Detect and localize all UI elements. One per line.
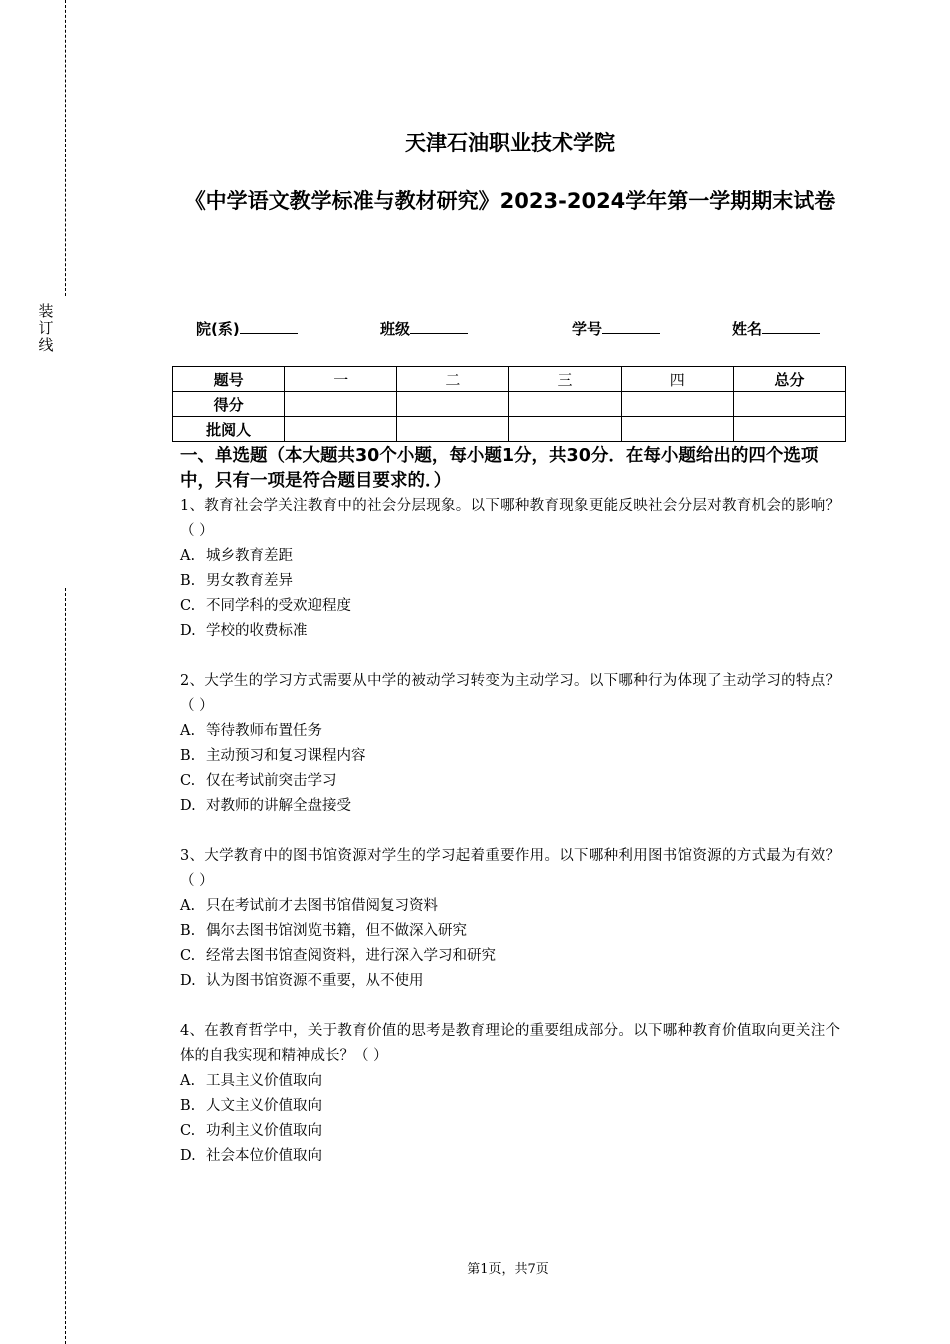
question-stem: 3、大学教育中的图书馆资源对学生的学习起着重要作用。以下哪种利用图书馆资源的方式最为有效？（ ） xyxy=(180,848,840,889)
score-cell[interactable] xyxy=(733,392,845,417)
option xyxy=(180,944,840,969)
exam-title: 《中学语文教学标准与教材研究》2023-2024学年第一学期期末试卷 xyxy=(184,189,836,213)
option-letter: B. xyxy=(180,573,196,589)
score-cell[interactable] xyxy=(509,392,621,417)
option-text: 人文主义价值取向 xyxy=(206,1098,322,1114)
class-field[interactable] xyxy=(380,318,468,339)
name-label: 姓名 xyxy=(732,320,763,338)
option-letter: B. xyxy=(180,923,196,939)
department-field[interactable] xyxy=(196,318,298,339)
option-letter: C. xyxy=(180,948,196,964)
option-letter: B. xyxy=(180,1098,196,1114)
option-letter: D. xyxy=(180,1148,196,1164)
question xyxy=(180,669,840,819)
section-heading: 一、单选题（本大题共30个小题，每小题1分，共30分．在每小题给出的四个选项中，只有一项是符合题目要求的．） xyxy=(180,446,819,491)
option-text: 等待教师布置任务 xyxy=(206,723,322,739)
question-stem: 4、在教育哲学中，关于教育价值的思考是教育理论的重要组成部分。以下哪种教育价值取向更关注个体的自我实现和精神成长？（ ） xyxy=(180,1023,840,1064)
score-cell[interactable] xyxy=(397,392,509,417)
option-letter: A. xyxy=(180,548,196,564)
option xyxy=(180,969,840,994)
option-text: 男女教育差异 xyxy=(206,573,293,589)
student-id-field[interactable] xyxy=(572,318,660,339)
name-field[interactable] xyxy=(732,318,820,339)
option-letter: D. xyxy=(180,973,196,989)
class-label: 班级 xyxy=(380,320,411,338)
option-text: 主动预习和复习课程内容 xyxy=(206,748,366,764)
grader-row-label: 批阅人 xyxy=(173,417,285,442)
score-cell[interactable] xyxy=(285,392,397,417)
option-text: 只在考试前才去图书馆借阅复习资料 xyxy=(206,898,438,914)
option-text: 不同学科的受欢迎程度 xyxy=(206,598,351,614)
option xyxy=(180,1119,840,1144)
option-text: 仅在考试前突击学习 xyxy=(206,773,337,789)
score-header-cell: 三 xyxy=(509,367,621,392)
binding-char: 装 xyxy=(38,302,54,320)
option-letter: C. xyxy=(180,773,196,789)
score-header-cell: 二 xyxy=(397,367,509,392)
student-info-row xyxy=(196,318,836,342)
student-id-blank[interactable] xyxy=(602,319,660,334)
option-letter: A. xyxy=(180,898,196,914)
class-blank[interactable] xyxy=(410,319,468,334)
department-label: 院(系) xyxy=(196,320,240,338)
score-header-cell: 一 xyxy=(285,367,397,392)
binding-line-top xyxy=(65,0,66,296)
score-header-cell: 题号 xyxy=(173,367,285,392)
score-header-cell: 总分 xyxy=(733,367,845,392)
question-stem: 1、教育社会学关注教育中的社会分层现象。以下哪种教育现象更能反映社会分层对教育机会的影响？（ ） xyxy=(180,498,840,539)
option-letter: D. xyxy=(180,623,196,639)
score-row xyxy=(173,392,846,417)
option-letter: C. xyxy=(180,598,196,614)
option-text: 城乡教育差距 xyxy=(206,548,293,564)
binding-label xyxy=(36,303,56,354)
grader-cell[interactable] xyxy=(733,417,845,442)
question-stem: 2、大学生的学习方式需要从中学的被动学习转变为主动学习。以下哪种行为体现了主动学习的特点？（ ） xyxy=(180,673,840,714)
option xyxy=(180,619,840,644)
student-id-label: 学号 xyxy=(572,320,603,338)
option xyxy=(180,894,840,919)
binding-char: 订 xyxy=(38,319,54,337)
option-letter: A. xyxy=(180,1073,196,1089)
binding-line-bottom xyxy=(65,588,66,1344)
option xyxy=(180,1069,840,1094)
option-letter: C. xyxy=(180,1123,196,1139)
option-text: 社会本位价值取向 xyxy=(206,1148,322,1164)
option xyxy=(180,594,840,619)
option-text: 偶尔去图书馆浏览书籍，但不做深入研究 xyxy=(206,923,467,939)
option-text: 工具主义价值取向 xyxy=(206,1073,322,1089)
option xyxy=(180,769,840,794)
binding-char: 线 xyxy=(38,336,54,354)
option-text: 对教师的讲解全盘接受 xyxy=(206,798,351,814)
option xyxy=(180,794,840,819)
option xyxy=(180,919,840,944)
name-blank[interactable] xyxy=(762,319,820,334)
grader-cell[interactable] xyxy=(509,417,621,442)
score-header-cell: 四 xyxy=(621,367,733,392)
question xyxy=(180,844,840,994)
grader-cell[interactable] xyxy=(285,417,397,442)
question-list xyxy=(180,494,840,1194)
score-row-label: 得分 xyxy=(173,392,285,417)
option xyxy=(180,1094,840,1119)
score-cell[interactable] xyxy=(621,392,733,417)
option-letter: B. xyxy=(180,748,196,764)
option xyxy=(180,569,840,594)
option-text: 功利主义价值取向 xyxy=(206,1123,322,1139)
option-text: 认为图书馆资源不重要，从不使用 xyxy=(206,973,424,989)
option-text: 学校的收费标准 xyxy=(206,623,308,639)
option xyxy=(180,744,840,769)
question xyxy=(180,494,840,644)
page-number: 第1页，共7页 xyxy=(467,1262,549,1277)
department-blank[interactable] xyxy=(240,319,298,334)
option-text: 经常去图书馆查阅资料，进行深入学习和研究 xyxy=(206,948,496,964)
grader-cell[interactable] xyxy=(397,417,509,442)
school-name: 天津石油职业技术学院 xyxy=(405,131,615,155)
option xyxy=(180,544,840,569)
option-letter: D. xyxy=(180,798,196,814)
score-table-header-row xyxy=(173,367,846,392)
grader-row xyxy=(173,417,846,442)
grader-cell[interactable] xyxy=(621,417,733,442)
option xyxy=(180,1144,840,1169)
question xyxy=(180,1019,840,1169)
option-letter: A. xyxy=(180,723,196,739)
option xyxy=(180,719,840,744)
score-table xyxy=(172,366,846,442)
